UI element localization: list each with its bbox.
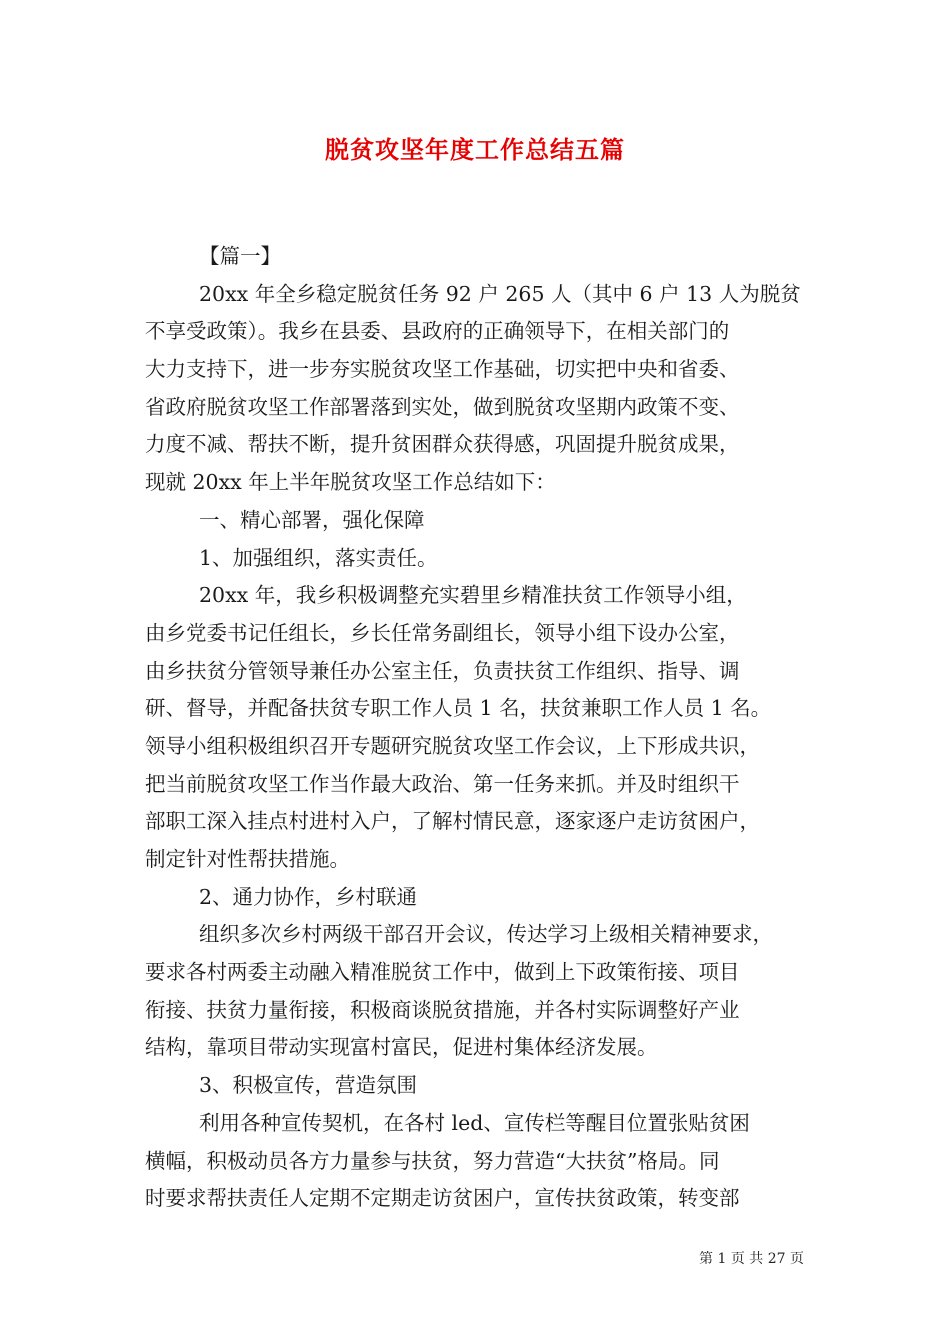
body-line: 20xx 年全乡稳定脱贫任务 92 户 265 人（其中 6 户 13 人为脱贫: [199, 281, 801, 306]
body-line: 大力支持下，进一步夯实脱贫攻坚工作基础，切实把中央和省委、: [145, 357, 740, 382]
body-line: 利用各种宣传契机，在各村 led、宣传栏等醒目位置张贴贫困: [199, 1110, 750, 1135]
body-line: 由乡扶贫分管领导兼任办公室主任，负责扶贫工作组织、指导、调: [145, 658, 740, 683]
body-line: 3、积极宣传，营造氛围: [199, 1073, 418, 1098]
body-line: 2、通力协作，乡村联通: [199, 884, 418, 909]
body-line: 部职工深入挂点村进村入户，了解村情民意，逐家逐户走访贫困户，: [145, 809, 760, 834]
body-line: 省政府脱贫攻坚工作部署落到实处，做到脱贫攻坚期内政策不变、: [145, 394, 740, 419]
body-line: 由乡党委书记任组长，乡长任常务副组长，领导小组下设办公室，: [145, 620, 740, 645]
body-line: 研、督导，并配备扶贫专职工作人员 1 名，扶贫兼职工作人员 1 名。: [145, 696, 772, 721]
body-line: 20xx 年，我乡积极调整充实碧里乡精准扶贫工作领导小组，: [199, 583, 747, 608]
document-body: [145, 238, 825, 1218]
body-line: 一、精心部署，强化保障: [199, 507, 425, 532]
body-line: 把当前脱贫攻坚工作当作最大政治、第一任务来抓。并及时组织干: [145, 771, 740, 796]
body-line: 【篇一】: [199, 244, 281, 268]
document-title: 脱贫攻坚年度工作总结五篇: [325, 135, 625, 164]
body-line: 1、加强组织，落实责任。: [199, 545, 438, 570]
body-line: 制定针对性帮扶措施。: [145, 847, 350, 871]
body-line: 结构，靠项目带动实现富村富民，促进村集体经济发展。: [145, 1035, 658, 1060]
body-line: 领导小组积极组织召开专题研究脱贫攻坚工作会议，上下形成共识，: [145, 733, 760, 758]
page-number-footer: 第 1 页 共 27 页: [699, 1251, 804, 1267]
body-line: 时要求帮扶责任人定期不定期走访贫困户，宣传扶贫政策，转变部: [145, 1186, 740, 1211]
body-line: 现就 20xx 年上半年脱贫攻坚工作总结如下：: [145, 470, 556, 495]
body-line: 不享受政策）。我乡在县委、县政府的正确领导下，在相关部门的: [145, 319, 730, 344]
body-line: 力度不减、帮扶不断，提升贫困群众获得感，巩固提升脱贫成果，: [145, 432, 740, 457]
body-line: 组织多次乡村两级干部召开会议，传达学习上级相关精神要求，: [199, 922, 773, 947]
body-line: 横幅，积极动员各方力量参与扶贫，努力营造“大扶贫”格局。同: [145, 1148, 720, 1173]
body-line: 衔接、扶贫力量衔接，积极商谈脱贫措施，并各村实际调整好产业: [145, 997, 740, 1022]
body-line: 要求各村两委主动融入精准脱贫工作中，做到上下政策衔接、项目: [145, 960, 740, 985]
